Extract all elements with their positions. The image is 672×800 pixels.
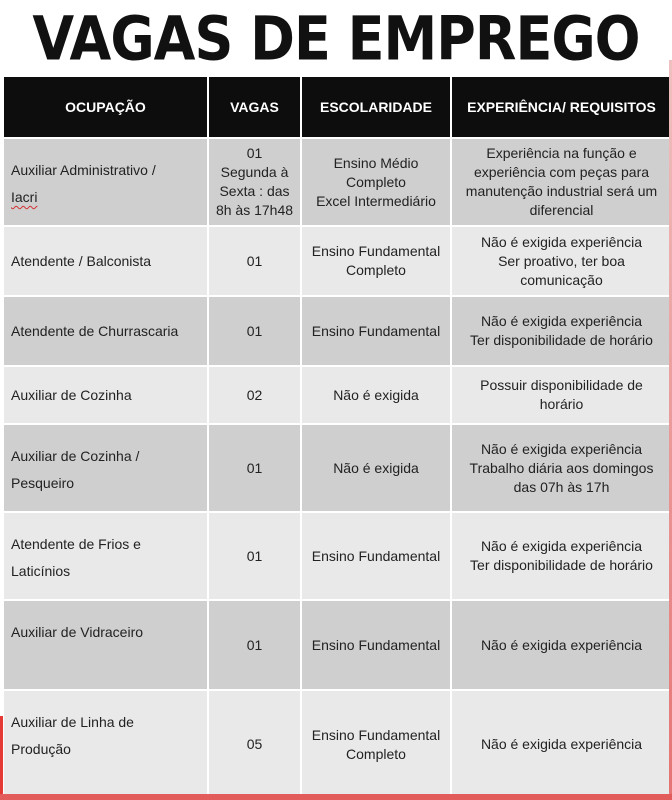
cell-line: 01 [246, 547, 263, 564]
occupation-line: Atendente / Balconista [11, 252, 152, 269]
cell-experiencia [451, 690, 672, 799]
cell-line: Não é exigida experiência [480, 636, 643, 653]
job-vacancies-table [2, 75, 672, 800]
header-escolaridade: ESCOLARIDADE [301, 76, 451, 138]
cell-line: Completo [346, 262, 406, 278]
cell-line: 8h às 17h48 [215, 202, 294, 218]
table-row [3, 424, 672, 512]
cell-line: horário [539, 396, 584, 412]
cell-line: comunicação [520, 271, 603, 288]
cell-line: Ensino Médio [333, 154, 419, 171]
occupation-text [11, 603, 203, 646]
cell-experiencia [451, 366, 672, 424]
cell-escolaridade [301, 690, 451, 799]
cell-line: das 07h às 17h [513, 478, 610, 495]
cell-line: 01 [246, 252, 263, 269]
occupation-line: Auxiliar Administrativo / [11, 162, 156, 178]
cell-vagas [208, 424, 301, 512]
table-row [3, 512, 672, 600]
cell-ocupacao [3, 512, 208, 600]
cell-line: 01 [246, 459, 263, 476]
cell-ocupacao [3, 690, 208, 799]
occupation-line: Auxiliar de Cozinha / [11, 448, 140, 464]
cell-experiencia [451, 296, 672, 366]
occupation-line: Auxiliar de Linha de [11, 714, 134, 730]
cell-escolaridade [301, 512, 451, 600]
table-header-row [3, 76, 672, 138]
decorative-red-edge [0, 716, 3, 796]
occupation-text [11, 141, 203, 211]
cell-vagas [208, 366, 301, 424]
cell-vagas [208, 296, 301, 366]
occupation-line: Iacri [11, 189, 38, 205]
cell-vagas [208, 600, 301, 690]
cell-escolaridade [301, 226, 451, 296]
cell-vagas [208, 690, 301, 799]
occupation-text [11, 693, 203, 763]
occupation-line: Auxiliar de Vidraceiro [11, 624, 144, 640]
cell-ocupacao [3, 424, 208, 512]
cell-escolaridade [301, 424, 451, 512]
cell-line: Não é exigida experiência [480, 233, 643, 250]
header-vagas: VAGAS [208, 76, 301, 138]
cell-line: Não é exigida [333, 386, 419, 403]
cell-line: Possuir disponibilidade de [480, 377, 643, 393]
cell-line: Ensino Fundamental [311, 636, 441, 653]
occupation-line: Atendente de Frios e [11, 536, 141, 552]
cell-ocupacao [3, 296, 208, 366]
table-row [3, 226, 672, 296]
header-experiencia: EXPERIÊNCIA/ REQUISITOS [451, 76, 672, 138]
cell-line: Não é exigida experiência [480, 440, 643, 457]
cell-line: manutenção industrial será um [465, 183, 658, 199]
cell-line: Ensino Fundamental [311, 243, 441, 259]
cell-ocupacao [3, 138, 208, 226]
table-row [3, 366, 672, 424]
cell-experiencia [451, 600, 672, 690]
occupation-text [11, 318, 203, 345]
cell-line: Ter disponibilidade de horário [470, 332, 653, 348]
cell-experiencia [451, 512, 672, 600]
cell-line: Ter disponibilidade de horário [470, 557, 653, 573]
cell-vagas [208, 138, 301, 226]
cell-line: experiência com peças para [473, 164, 650, 180]
table-row [3, 296, 672, 366]
cell-line: Não é exigida experiência [480, 313, 643, 329]
cell-ocupacao [3, 226, 208, 296]
cell-escolaridade [301, 296, 451, 366]
cell-line: Ensino Fundamental [311, 322, 441, 339]
occupation-line: Auxiliar de Cozinha [11, 386, 132, 403]
cell-line: Segunda à [220, 164, 289, 180]
cell-experiencia [451, 226, 672, 296]
cell-escolaridade [301, 366, 451, 424]
occupation-line: Pesqueiro [11, 475, 75, 491]
cell-line: Não é exigida [333, 459, 419, 476]
cell-line: Ser proativo, ter boa [498, 252, 625, 269]
header-ocupacao: OCUPAÇÃO [3, 76, 208, 138]
cell-line: 01 [246, 322, 263, 339]
occupation-line: Produção [11, 741, 71, 757]
cell-line: 05 [246, 736, 263, 752]
cell-experiencia [451, 138, 672, 226]
cell-experiencia [451, 424, 672, 512]
occupation-text [11, 382, 203, 409]
cell-line: diferencial [529, 202, 594, 218]
occupation-text [11, 515, 203, 585]
occupation-line: Laticínios [11, 563, 71, 579]
cell-line: 02 [246, 386, 263, 403]
occupation-text [11, 248, 203, 275]
page-title: VAGAS DE EMPREGO [32, 2, 640, 74]
cell-line: Não é exigida experiência [480, 538, 643, 554]
table-row [3, 690, 672, 799]
cell-line: Excel Intermediário [316, 192, 436, 209]
cell-line: Completo [346, 745, 406, 762]
occupation-line: Atendente de Churrascaria [11, 322, 179, 339]
bottom-red-bar [0, 794, 672, 800]
cell-line: Trabalho diária aos domingos [469, 459, 654, 476]
cell-line: Experiência na função e [486, 145, 637, 161]
cell-line: Ensino Fundamental [311, 726, 441, 743]
cell-line: Completo [346, 173, 406, 190]
cell-line: Sexta : das [219, 183, 290, 199]
cell-line: 01 [246, 636, 263, 653]
occupation-text [11, 427, 203, 497]
cell-vagas [208, 512, 301, 600]
cell-vagas [208, 226, 301, 296]
table-row [3, 138, 672, 226]
table-row [3, 600, 672, 690]
cell-escolaridade [301, 138, 451, 226]
cell-line: Ensino Fundamental [311, 547, 441, 564]
cell-line: Não é exigida experiência [480, 736, 643, 752]
cell-ocupacao [3, 600, 208, 690]
cell-escolaridade [301, 600, 451, 690]
cell-line: 01 [246, 145, 263, 161]
cell-ocupacao [3, 366, 208, 424]
